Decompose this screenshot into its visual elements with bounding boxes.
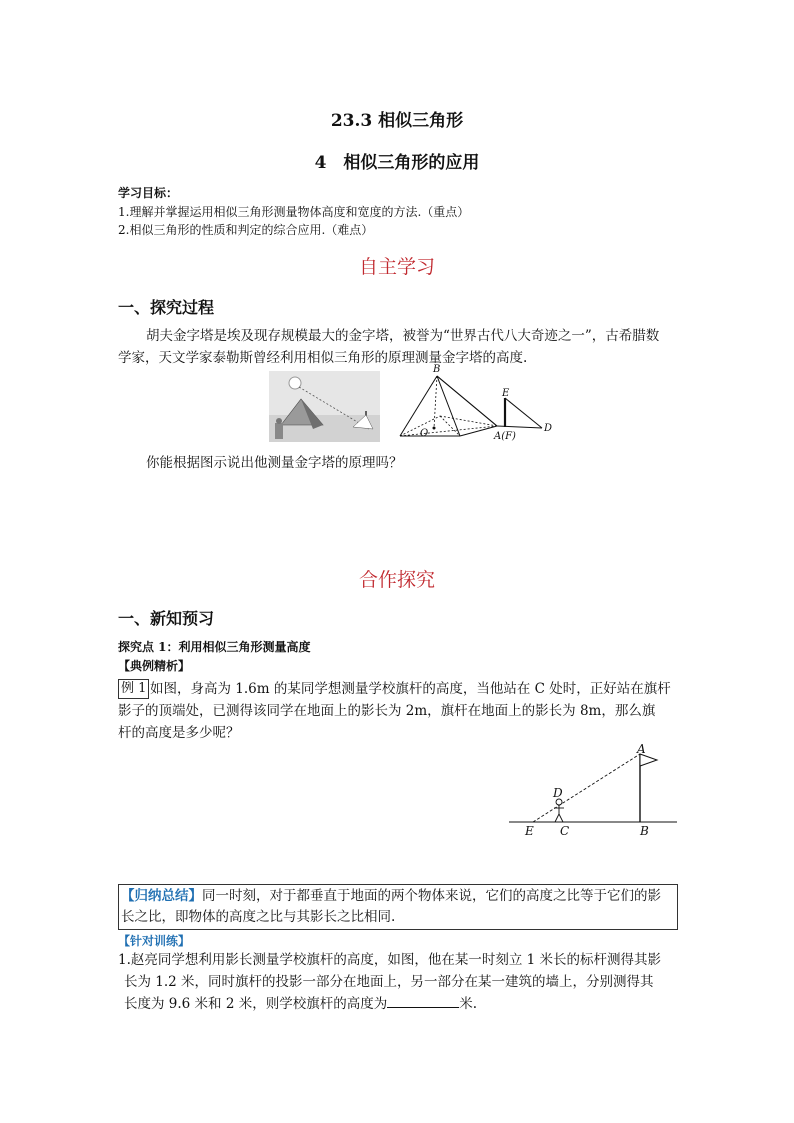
- label-B: B: [433, 364, 441, 375]
- section-heading-preview: 一、新知预习: [118, 609, 215, 628]
- page-subtitle: 4 相似三角形的应用: [314, 153, 480, 173]
- training-line-3-text: 长度为 9.6 米和 2 米，则学校旗杆的高度为: [124, 996, 388, 1012]
- training-line-2: 长为 1.2 米，同时旗杆的投影一部分在地面上，另一部分在某一建筑的墙上，分别测得其: [124, 974, 654, 990]
- objective-1: 1.理解并掌握运用相似三角形测量物体高度和宽度的方法.（重点）: [118, 205, 470, 219]
- summary-tag: 【归纳总结】: [121, 888, 202, 904]
- summary-line-2: 长之比，即物体的高度之比与其影长之比相同.: [121, 909, 396, 925]
- summary-text-1: 同一时刻，对于都垂直于地面的两个物体来说，它们的高度之比等于它们的影: [202, 888, 661, 904]
- summary-line-1: [121, 885, 661, 907]
- flagpole-figure: [505, 742, 680, 842]
- label-E: E: [525, 824, 534, 838]
- label-A: A: [637, 742, 646, 756]
- section-banner-self-study: 自主学习: [358, 256, 435, 278]
- intro-paragraph-line2: 学家，天文学家泰勒斯曾经利用相似三角形的原理测量金字塔的高度.: [118, 350, 528, 366]
- label-D: D: [544, 423, 553, 434]
- training-line-3-unit: 米.: [459, 996, 478, 1012]
- example-tag: 【典例精析】: [118, 659, 191, 673]
- example-label: 例 1: [118, 679, 149, 699]
- pyramid-illustration: [269, 371, 380, 442]
- pyramid-geometry-figure: [392, 364, 562, 444]
- label-D: D: [553, 786, 563, 800]
- answer-blank[interactable]: [387, 993, 459, 1008]
- label-C: C: [560, 824, 570, 838]
- label-AF: A(F): [494, 431, 516, 442]
- training-tag: 【针对训练】: [118, 934, 191, 948]
- section-banner-cooperation: 合作探究: [358, 569, 435, 591]
- page-title: 23.3 相似三角形: [330, 111, 464, 131]
- explore-point-title: 探究点 1：利用相似三角形测量高度: [118, 640, 311, 654]
- summary-box: [118, 884, 678, 930]
- example-line-1: 如图，身高为 1.6m 的某同学想测量学校旗杆的高度，当他站在 C 处时，正好站在旗杆: [150, 681, 671, 697]
- section-heading-exploration: 一、探究过程: [118, 298, 215, 317]
- objectives-heading: 学习目标：: [118, 186, 179, 200]
- training-line-1: 1.赵亮同学想利用影长测量学校旗杆的高度，如图，他在某一时刻立 1 米长的标杆测得其影: [118, 952, 662, 968]
- objective-2: 2.相似三角形的性质和判定的综合应用.（难点）: [118, 223, 374, 237]
- example-line-2: 影子的顶端处，已测得该同学在地面上的影长为 2m，旗杆在地面上的影长为 8m，那么旗: [118, 703, 656, 719]
- example-line-3: 杆的高度是多少呢？: [118, 725, 240, 741]
- question-text: 你能根据图示说出他测量金字塔的原理吗？: [146, 455, 403, 471]
- label-E: E: [502, 388, 510, 399]
- training-line-3: [124, 993, 477, 1015]
- label-B: B: [640, 824, 649, 838]
- intro-paragraph-line1: 胡夫金字塔是埃及现存规模最大的金字塔，被誉为“世界古代八大奇迹之一”，古希腊数: [146, 328, 660, 344]
- label-O: O: [420, 428, 429, 439]
